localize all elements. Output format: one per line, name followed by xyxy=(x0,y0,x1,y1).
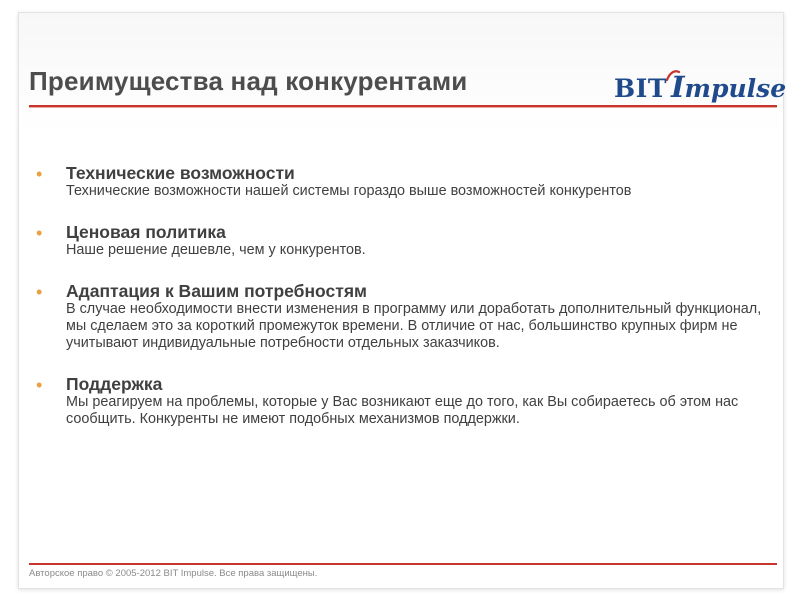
logo-text xyxy=(614,70,786,104)
item-heading: Ценовая политика xyxy=(66,222,226,242)
logo-mpulse: mpulse xyxy=(684,74,787,103)
item-heading: Поддержка xyxy=(66,374,163,394)
bullet-icon: • xyxy=(36,164,43,184)
list-item xyxy=(36,374,766,428)
logo-i: I xyxy=(670,70,685,104)
advantages-list xyxy=(36,163,766,428)
company-logo xyxy=(614,70,787,110)
item-heading: Технические возможности xyxy=(66,163,295,183)
logo-bit: BIT xyxy=(614,74,667,103)
footer-divider xyxy=(29,563,777,565)
title-divider-shadow xyxy=(29,107,777,108)
item-text: Наше решение дешевле, чем у конкурентов. xyxy=(66,242,366,258)
bullet-icon: • xyxy=(36,375,43,395)
bullet-icon: • xyxy=(36,282,43,302)
bullet-icon: • xyxy=(36,223,43,243)
item-heading: Адаптация к Вашим потребностям xyxy=(66,281,367,301)
list-item xyxy=(36,222,766,259)
list-item xyxy=(36,281,766,352)
slide-title: Преимущества над конкурентами xyxy=(29,66,468,96)
list-item xyxy=(36,163,766,200)
copyright-footer: Авторское право © 2005-2012 BIT Impulse. Все права защищены. xyxy=(29,568,318,579)
item-text: В случае необходимости внести изменения в программу или доработать дополнительный функционал, мы сделаем это за короткий промежуток времени. В отличие от нас, большинство крупных фирм не учитывают индивидуальные потребности отдельных заказчиков. xyxy=(66,301,762,351)
item-text: Технические возможности нашей системы гораздо выше возможностей конкурентов xyxy=(66,183,632,199)
item-text: Мы реагируем на проблемы, которые у Вас возникают еще до того, как Вы собираетесь об этом нас сообщить. Конкуренты не имеют подобных механизмов поддержки. xyxy=(66,394,739,427)
